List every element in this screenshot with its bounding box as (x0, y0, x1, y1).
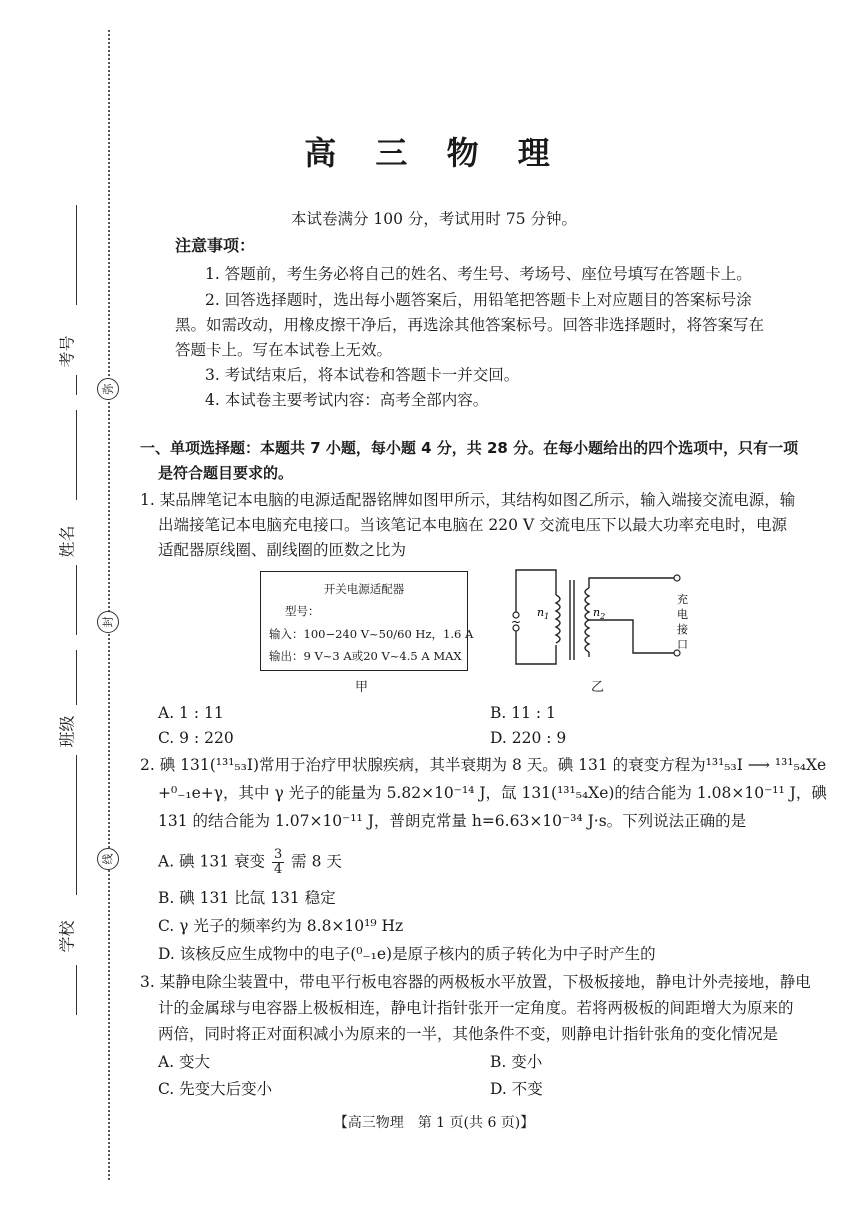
q3-option: A. 变大 (158, 1053, 211, 1071)
q1-option: B. 11 : 1 (490, 704, 556, 722)
q1-text: 适配器原线圈、副线圈的匝数之比为 (158, 541, 407, 559)
port-label: 口 (677, 638, 688, 651)
page-title: 高 三 物 理 (304, 134, 564, 172)
q3-text: 计的金属球与电容器上极板相连，静电计指针张开一定角度。若将两极板的间距增大为原来的 (158, 999, 794, 1017)
page-footer: 【高三物理 第 1 页(共 6 页)】 (333, 1115, 535, 1131)
section-heading: 一、单项选择题：本题共 7 小题，每小题 4 分，共 28 分。在每小题给出的四个选项中，只有一项 (140, 439, 799, 457)
notice-item: 4. 本试卷主要考试内容：高考全部内容。 (205, 391, 489, 409)
xingming-line-lower (76, 565, 77, 635)
nameplate-input: 输入：100−240 V~50/60 Hz，1.6 A (269, 627, 474, 641)
banji-label: 班级 (57, 715, 77, 748)
q2-option-d: D. 该核反应生成物中的电子(⁰₋₁e)是原子核内的质子转化为中子时产生的 (158, 945, 656, 963)
q1-option: A. 1 : 11 (158, 704, 224, 722)
figure-b-caption: 乙 (591, 680, 605, 695)
notice-heading: 注意事项： (175, 236, 256, 255)
coil1-label: $n_1$ (537, 606, 550, 621)
coil2-label: $n_2$ (593, 606, 606, 621)
transformer-diagram (500, 560, 700, 675)
xuexiao-line-lower (76, 965, 77, 1015)
q3-option: B. 变小 (490, 1053, 543, 1071)
kaohao-label: 考号 (57, 335, 77, 368)
q1-option: D. 220 : 9 (490, 729, 567, 747)
binding-dotted-line (108, 30, 110, 1180)
q1-text: 1. 某品牌笔记本电脑的电源适配器铭牌如图甲所示，其结构如图乙所示，输入端接交流电源，输 (140, 491, 796, 509)
notice-item: 2. 回答选择题时，选出每小题答案后，用铅笔把答题卡上对应题目的答案标号涂 (205, 291, 752, 309)
fraction-numerator: 3 (273, 847, 283, 862)
nameplate-figure (260, 571, 474, 671)
q3-text: 两倍，同时将正对面积减小为原来的一半，其他条件不变，则静电计指针张角的变化情况是 (158, 1025, 779, 1043)
q3-text: 3. 某静电除尘装置中，带电平行板电容器的两极板水平放置，下极板接地，静电计外壳接地，静电 (140, 973, 811, 991)
nameplate-title: 开关电源适配器 (323, 582, 405, 596)
xuexiao-label: 学校 (57, 920, 77, 953)
nameplate-output: 输出：9 V~3 A或20 V~4.5 A MAX (269, 649, 462, 663)
seal-xian: 线 (97, 848, 119, 870)
q3-option: C. 先变大后变小 (158, 1080, 273, 1098)
banji-line-lower (76, 755, 77, 895)
xingming-label: 姓名 (57, 525, 77, 558)
q2-text: 2. 碘 131(¹³¹₅₃I)常用于治疗甲状腺疾病，其半衰期为 8 天。碘 131 的衰变方程为¹³¹₅₃I ⟶ ¹³¹₅₄Xe (140, 756, 827, 774)
figure-a-caption: 甲 (355, 680, 369, 695)
notice-item: 答题卡上。写在本试卷上无效。 (175, 341, 393, 359)
port-label: 电 (677, 608, 688, 621)
q3-option: D. 不变 (490, 1080, 543, 1098)
seal-feng: 封 (97, 611, 119, 633)
port-label: 接 (677, 623, 688, 636)
nameplate-model: 型号： (285, 604, 320, 618)
xingming-line (76, 410, 77, 500)
q2-text: +⁰₋₁e+γ，其中 γ 光子的能量为 5.82×10⁻¹⁴ J，氙 131(¹³¹₅₄Xe)的结合能为 1.08×10⁻¹¹ J，碘 (158, 784, 827, 802)
q2-option-b: B. 碘 131 比氙 131 稳定 (158, 889, 336, 907)
port-label: 充 (677, 593, 688, 606)
q1-text: 出端接笔记本电脑充电接口。当该笔记本电脑在 220 V 交流电压下以最大功率充电时，电源 (158, 516, 788, 534)
banji-line (76, 650, 77, 705)
seal-mi: 弥 (97, 378, 119, 400)
section-heading-cont: 是符合题目要求的。 (158, 464, 294, 482)
exam-intro: 本试卷满分 100 分，考试用时 75 分钟。 (290, 210, 578, 228)
notice-item: 3. 考试结束后，将本试卷和答题卡一并交回。 (205, 366, 520, 384)
q1-option: C. 9 : 220 (158, 729, 234, 747)
q2-option-a: A. 碘 131 衰变 $\frac{3}{4}$ 需 8 天 (158, 847, 342, 877)
kaohao-line-lower (76, 375, 77, 395)
fraction-denominator: 4 (273, 862, 283, 877)
ac-symbol: ~ (511, 615, 522, 629)
q2-option-c: C. γ 光子的频率约为 8.8×10¹⁹ Hz (158, 917, 404, 935)
q2-text: 131 的结合能为 1.07×10⁻¹¹ J，普朗克常量 h=6.63×10⁻³⁴ J·s。下列说法正确的是 (158, 812, 747, 830)
notice-item: 1. 答题前，考生务必将自己的姓名、考生号、考场号、座位号填写在答题卡上。 (205, 265, 752, 283)
notice-item: 黑。如需改动，用橡皮擦干净后，再选涂其他答案标号。回答非选择题时，将答案写在 (175, 316, 765, 334)
